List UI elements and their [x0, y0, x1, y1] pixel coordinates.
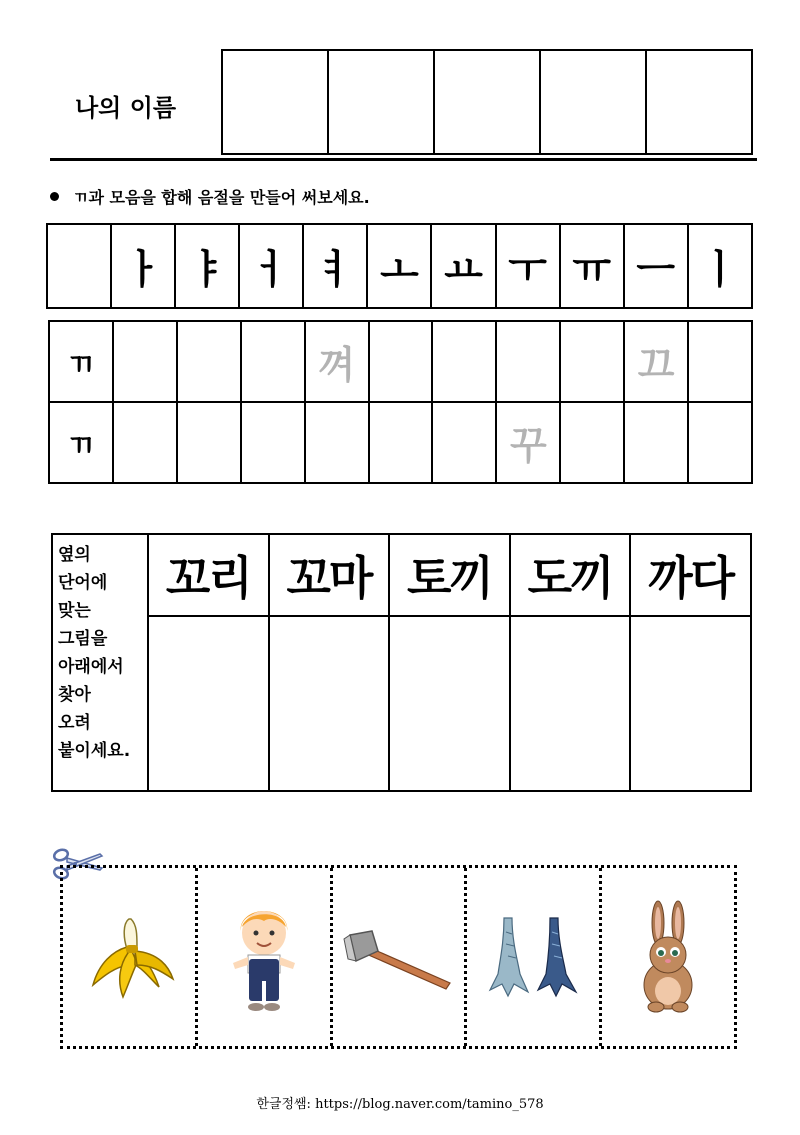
syllable-cell[interactable] [241, 402, 305, 483]
cutout-cell[interactable] [602, 868, 734, 1046]
name-box[interactable] [435, 51, 541, 153]
syllable-cell[interactable] [560, 321, 624, 402]
syllable-row [49, 402, 752, 483]
cutout-cell[interactable] [63, 868, 198, 1046]
syllable-cell[interactable] [113, 402, 177, 483]
cutout-strip [60, 865, 737, 1049]
name-label: 나의 이름 [75, 94, 177, 122]
axe-image [338, 917, 458, 997]
vowel-table [46, 223, 753, 309]
fish-tail-image [478, 912, 588, 1002]
paste-cell[interactable] [630, 616, 751, 791]
consonant-cell: ㄲ [49, 321, 113, 402]
word-cell: 꼬마 [269, 534, 390, 616]
word-cell: 도끼 [510, 534, 631, 616]
syllable-cell[interactable] [177, 402, 241, 483]
syllable-cell[interactable] [369, 402, 433, 483]
paste-cell[interactable] [389, 616, 510, 791]
matching-instruction [52, 534, 148, 791]
syllable-cell[interactable] [305, 402, 369, 483]
syllable-cell[interactable] [432, 321, 496, 402]
syllable-cell[interactable] [560, 402, 624, 483]
syllable-cell[interactable] [688, 321, 752, 402]
vowel-cell: ㅓ [239, 224, 303, 308]
vowel-cell: ㅡ [624, 224, 688, 308]
word-cell: 까다 [630, 534, 751, 616]
name-box[interactable] [223, 51, 329, 153]
cutout-cell[interactable] [198, 868, 333, 1046]
note-line: 찾아 [58, 685, 91, 705]
note-line: 오려 [58, 713, 91, 733]
syllable-cell[interactable] [369, 321, 433, 402]
name-box[interactable] [647, 51, 751, 153]
paste-cell[interactable] [148, 616, 269, 791]
name-box[interactable] [329, 51, 435, 153]
vowel-cell: ㅗ [367, 224, 431, 308]
instruction-text: ㄲ과 모음을 합해 음절을 만들어 써보세요. [73, 188, 370, 207]
vowel-cell: ㅕ [303, 224, 367, 308]
syllable-cell[interactable] [113, 321, 177, 402]
consonant-cell: ㄲ [49, 402, 113, 483]
note-line: 아래에서 [58, 657, 124, 677]
boy-image [219, 897, 309, 1017]
paste-row [52, 616, 751, 791]
note-line: 옆의 [58, 545, 91, 565]
vowel-cell: ㅣ [688, 224, 752, 308]
cutout-cell[interactable] [333, 868, 468, 1046]
bullet-icon [50, 192, 59, 201]
note-line: 붙이세요. [58, 741, 131, 761]
syllable-cell[interactable] [624, 402, 688, 483]
vowel-corner-cell [47, 224, 111, 308]
syllable-cell[interactable]: 꾸 [496, 402, 560, 483]
syllable-cell[interactable]: 끄 [624, 321, 688, 402]
paste-cell[interactable] [510, 616, 631, 791]
banana-image [79, 907, 179, 1007]
syllable-row [49, 321, 752, 402]
vowel-cell: ㅑ [175, 224, 239, 308]
syllable-cell[interactable] [432, 402, 496, 483]
syllable-cell[interactable] [177, 321, 241, 402]
name-box[interactable] [541, 51, 647, 153]
rabbit-image [628, 897, 708, 1017]
instruction [50, 185, 370, 208]
syllable-cell[interactable] [241, 321, 305, 402]
syllable-cell[interactable] [688, 402, 752, 483]
syllable-table [48, 320, 753, 484]
paste-cell[interactable] [269, 616, 390, 791]
vowel-row [47, 224, 752, 308]
word-matching-table [51, 533, 752, 792]
footer-credit: 한글정쌤: https://blog.naver.com/tamino_578 [256, 1097, 544, 1112]
word-cell: 꼬리 [148, 534, 269, 616]
vowel-cell: ㅠ [560, 224, 624, 308]
vowel-cell: ㅜ [496, 224, 560, 308]
note-line: 그림을 [58, 629, 108, 649]
vowel-cell: ㅏ [111, 224, 175, 308]
word-cell: 토끼 [389, 534, 510, 616]
word-row [52, 534, 751, 616]
syllable-cell[interactable] [496, 321, 560, 402]
note-line: 단어에 [58, 573, 108, 593]
cutout-cell[interactable] [467, 868, 602, 1046]
syllable-cell[interactable]: 껴 [305, 321, 369, 402]
name-boxes [221, 49, 753, 155]
note-line: 맞는 [58, 601, 91, 621]
divider-line [50, 158, 757, 161]
vowel-cell: ㅛ [431, 224, 495, 308]
